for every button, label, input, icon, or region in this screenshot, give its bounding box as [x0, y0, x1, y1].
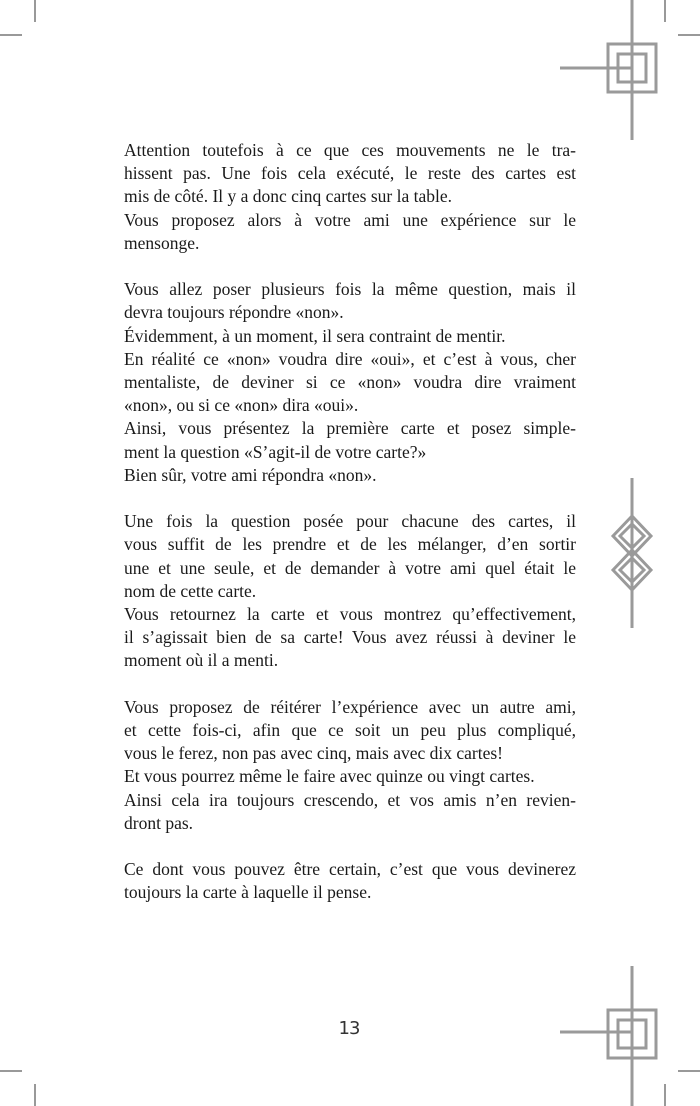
- diamond-ornament-icon: [613, 478, 651, 628]
- text-line: «non», ou si ce «non» dira «oui».: [124, 395, 359, 416]
- text-line: Vous allez poser plusieurs fois la même question, mais il: [124, 279, 576, 300]
- text-line: mensonge.: [124, 232, 200, 253]
- top-corner-ornament-icon: [560, 0, 656, 140]
- text-line: vous le ferez, non pas avec cinq, mais avec dix cartes!: [124, 743, 504, 764]
- paragraph: [124, 696, 576, 835]
- text-line: il s’agissait bien de sa carte! Vous avez réussi à deviner le: [124, 627, 576, 648]
- text-line: mis de côté. Il y a donc cinq cartes sur la table.: [124, 186, 453, 207]
- text-line: ment la question «S’agit-il de votre carte?»: [124, 441, 427, 462]
- text-line: Vous proposez de réitérer l’expérience avec un autre ami,: [124, 696, 576, 717]
- text-line: nom de cette carte.: [124, 580, 257, 601]
- text-line: Ainsi, vous présentez la première carte et posez simple-: [124, 418, 576, 439]
- body-text: [124, 139, 576, 928]
- text-line: hissent pas. Une fois cela exécuté, le reste des cartes est: [124, 163, 576, 184]
- text-line: Ainsi cela ira toujours crescendo, et vos amis n’en revien-: [124, 789, 576, 810]
- text-line: Et vous pourrez même le faire avec quinze ou vingt cartes.: [124, 766, 535, 787]
- paragraph: [124, 858, 576, 904]
- text-line: Attention toutefois à ce que ces mouvements ne le tra-: [124, 140, 576, 160]
- text-line: toujours la carte à laquelle il pense.: [124, 882, 372, 903]
- bottom-corner-ornament-icon: [560, 966, 656, 1106]
- text-line: Vous proposez alors à votre ami une expérience sur le: [124, 209, 576, 230]
- text-line: Ce dont vous pouvez être certain, c’est que vous devinerez: [124, 859, 576, 880]
- text-line: moment où il a menti.: [124, 650, 279, 671]
- paragraph: [124, 139, 576, 255]
- text-line: dront pas.: [124, 812, 194, 833]
- text-line: En réalité ce «non» voudra dire «oui», et c’est à vous, cher: [124, 348, 576, 369]
- text-line: devra toujours répondre «non».: [124, 302, 344, 323]
- page-number: 13: [338, 1018, 360, 1039]
- text-line: Évidemment, à un moment, il sera contraint de mentir.: [124, 325, 506, 346]
- paragraph: [124, 278, 576, 487]
- text-line: vous suffit de les prendre et de les mélanger, d’en sortir: [124, 534, 576, 555]
- text-line: mentaliste, de deviner si ce «non» voudra dire vraiment: [124, 372, 576, 393]
- text-line: Vous retournez la carte et vous montrez qu’effectivement,: [124, 604, 576, 625]
- text-line: une et une seule, et de demander à votre ami quel était le: [124, 557, 576, 578]
- paragraph: [124, 510, 576, 672]
- text-line: Une fois la question posée pour chacune des cartes, il: [124, 511, 576, 532]
- text-line: Bien sûr, votre ami répondra «non».: [124, 464, 377, 485]
- text-line: et cette fois-ci, afin que ce soit un peu plus compliqué,: [124, 720, 576, 741]
